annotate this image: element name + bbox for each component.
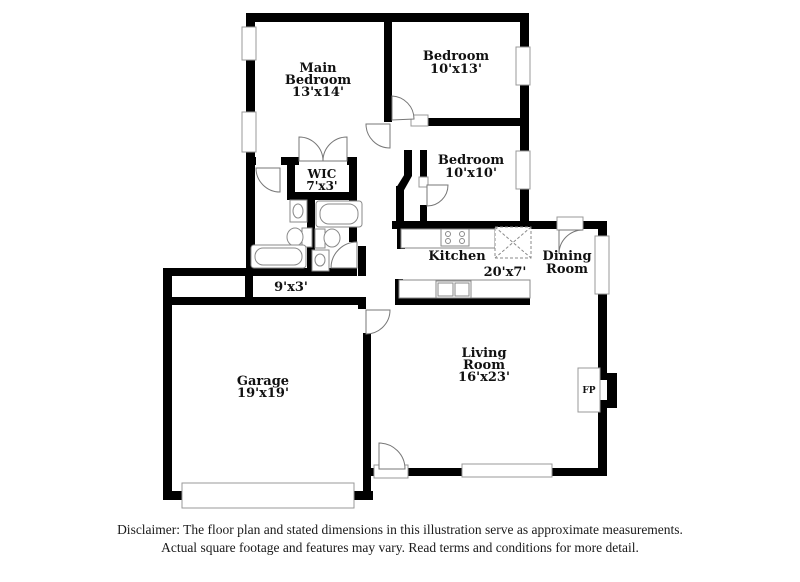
- wall-wic-bottom: [287, 192, 357, 200]
- label-bedroom2-dims: 10'x13': [430, 62, 482, 77]
- wall-closet-left-lower: [396, 186, 404, 229]
- garage-door: [182, 483, 354, 508]
- bathtub-hall-bath-basin: [320, 204, 358, 224]
- label-garage-dims: 19'x19': [237, 386, 289, 401]
- kitchen-sink-basin-left: [438, 283, 453, 296]
- disclaimer: [0, 521, 800, 557]
- wic-door-right-arc: [323, 137, 347, 161]
- label-kitchen: Kitchen: [428, 249, 486, 264]
- toilet-hall-bath-tank: [315, 229, 325, 248]
- wall-mainbed-south-b: [281, 157, 299, 165]
- wall-living-bottom-c: [552, 468, 607, 476]
- bath-a-door-arc: [256, 168, 280, 192]
- wall-closet-divider-lower: [420, 205, 427, 229]
- label-dining-room: Room: [546, 262, 588, 277]
- label-hall-dims: 9'x3': [274, 280, 308, 295]
- label-dining-room: Dining: [542, 249, 592, 264]
- front-door-arc: [379, 443, 405, 469]
- wall-right-exterior-upper: [520, 13, 529, 229]
- wall-mainbed-south-a: [246, 157, 256, 165]
- wall-hall-bottom: [163, 297, 366, 305]
- label-main-bedroom-dims: 13'x14': [292, 85, 344, 100]
- window-bedroom3: [516, 151, 530, 189]
- label-bedroom3-dims: 10'x10': [445, 166, 497, 181]
- wall-living-bottom-b: [406, 468, 462, 476]
- wall-kitchen-top: [392, 221, 557, 229]
- stove: [441, 229, 469, 246]
- sink-master-bath-basin: [293, 204, 303, 218]
- label-garage: Garage: [236, 374, 290, 389]
- label-kitchen-dims: 20'x7': [483, 265, 527, 280]
- label-living-room: Living: [461, 346, 507, 361]
- label-wic-dims: 7'x3': [306, 179, 338, 193]
- wall-nook-divider: [245, 276, 253, 298]
- bedroom2-door-arc: [392, 96, 414, 120]
- disclaimer-line2: Actual square footage and features may vary. Read terms and conditions for more detail.: [161, 540, 639, 555]
- toilet-master-bath-tank: [302, 228, 312, 247]
- sink-hall-bath-basin: [315, 254, 325, 266]
- window-living: [462, 464, 552, 477]
- bathtub-master-bath-basin: [255, 248, 302, 265]
- wall-bedroom2-bottom: [413, 118, 520, 126]
- main-bedroom-door-arc: [366, 124, 390, 148]
- kitchen-sink-basin-right: [455, 283, 469, 296]
- wall-bedroom-divider: [384, 13, 392, 122]
- bedroom3-door-arc: [427, 185, 448, 206]
- wall-closet-left-upper: [404, 150, 412, 176]
- label-main-bedroom: Main: [299, 61, 337, 76]
- label-main-bedroom: Bedroom: [284, 73, 352, 88]
- window-mainbed-lower: [242, 112, 256, 152]
- toilet-hall-bath-bowl: [324, 229, 340, 247]
- window-dining: [595, 236, 609, 294]
- label-living-room: Room: [463, 358, 505, 373]
- garage-entry-door-arc: [366, 310, 390, 334]
- dining-door-threshold: [557, 217, 583, 230]
- disclaimer-line1: Disclaimer: The floor plan and stated dimensions in this illustration serve as approximate measurements.: [117, 522, 683, 537]
- wic-door-left-arc: [299, 137, 323, 161]
- label-bedroom3: Bedroom: [437, 153, 505, 168]
- label-living-room-dims: 16'x23': [458, 370, 510, 385]
- wall-entry-stub-upper: [358, 246, 366, 276]
- label-wic: WIC: [307, 167, 337, 181]
- label-bedroom2: Bedroom: [422, 49, 490, 64]
- toilet-master-bath-bowl: [287, 228, 303, 246]
- wall-entry-stub-mid: [358, 297, 366, 309]
- window-bedroom2: [516, 47, 530, 85]
- wall-bath-right: [349, 157, 357, 242]
- label-fireplace: FP: [582, 386, 596, 396]
- window-mainbed-upper: [242, 27, 256, 60]
